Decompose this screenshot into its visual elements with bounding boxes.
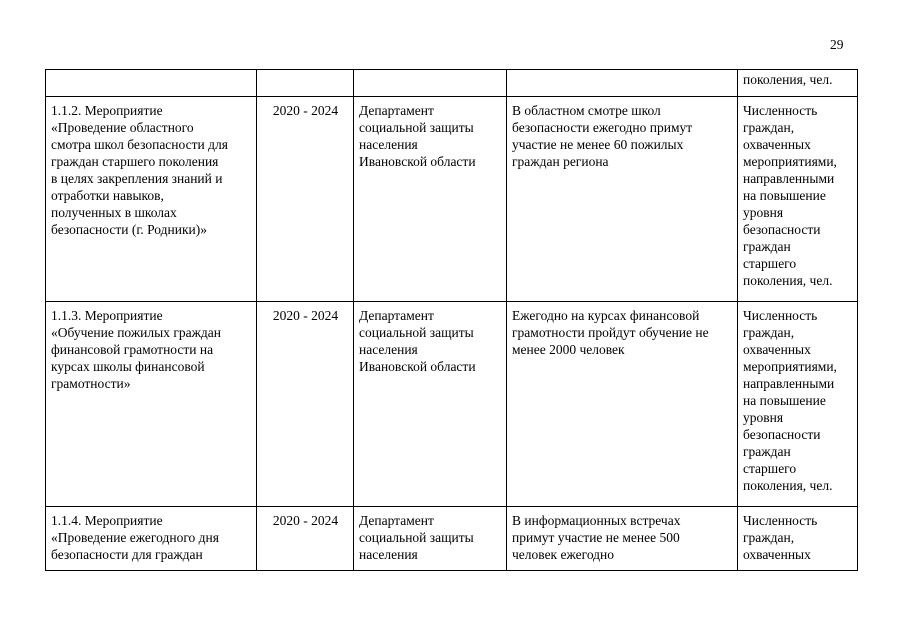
table-cell-executor: Департамент социальной защиты населения Ивановской области bbox=[354, 97, 507, 302]
table-cell-result: В областном смотре школ безопасности ежегодно примут участие не менее 60 пожилых граждан региона bbox=[507, 97, 738, 302]
table-row-continuation bbox=[46, 70, 858, 97]
table-cell-indicator: Численность граждан, охваченных мероприятиями, направленными на повышение уровня безопасности граждан старшего поколения, чел. bbox=[738, 97, 858, 302]
table-cell-event: 1.1.2. Мероприятие «Проведение областного смотра школ безопасности для граждан старшего поколения в целях закрепления знаний и отработки навыков, полученных в школах безопасности (г. Родники)» bbox=[46, 97, 257, 302]
table-cell bbox=[46, 70, 257, 97]
table-cell bbox=[507, 70, 738, 97]
table-row bbox=[46, 97, 858, 302]
table-cell-event: 1.1.4. Мероприятие «Проведение ежегодного дня безопасности для граждан bbox=[46, 507, 257, 571]
table-cell-period: 2020 - 2024 bbox=[257, 97, 354, 302]
table-cell-period: 2020 - 2024 bbox=[257, 302, 354, 507]
table-cell-executor: Департамент социальной защиты населения bbox=[354, 507, 507, 571]
table-cell-result: В информационных встречах примут участие не менее 500 человек ежегодно bbox=[507, 507, 738, 571]
table-row bbox=[46, 507, 858, 571]
table-cell bbox=[257, 70, 354, 97]
table-cell-indicator: Численность граждан, охваченных bbox=[738, 507, 858, 571]
table-cell-indicator: Численность граждан, охваченных мероприятиями, направленными на повышение уровня безопасности граждан старшего поколения, чел. bbox=[738, 302, 858, 507]
table-cell-period: 2020 - 2024 bbox=[257, 507, 354, 571]
table-cell-indicator: поколения, чел. bbox=[738, 70, 858, 97]
page-number: 29 bbox=[830, 37, 844, 52]
table-cell-executor: Департамент социальной защиты населения Ивановской области bbox=[354, 302, 507, 507]
table-cell-event: 1.1.3. Мероприятие «Обучение пожилых граждан финансовой грамотности на курсах школы финансовой грамотности» bbox=[46, 302, 257, 507]
table-cell-result: Ежегодно на курсах финансовой грамотности пройдут обучение не менее 2000 человек bbox=[507, 302, 738, 507]
table-cell bbox=[354, 70, 507, 97]
measures-table bbox=[45, 69, 858, 571]
table-row bbox=[46, 302, 858, 507]
